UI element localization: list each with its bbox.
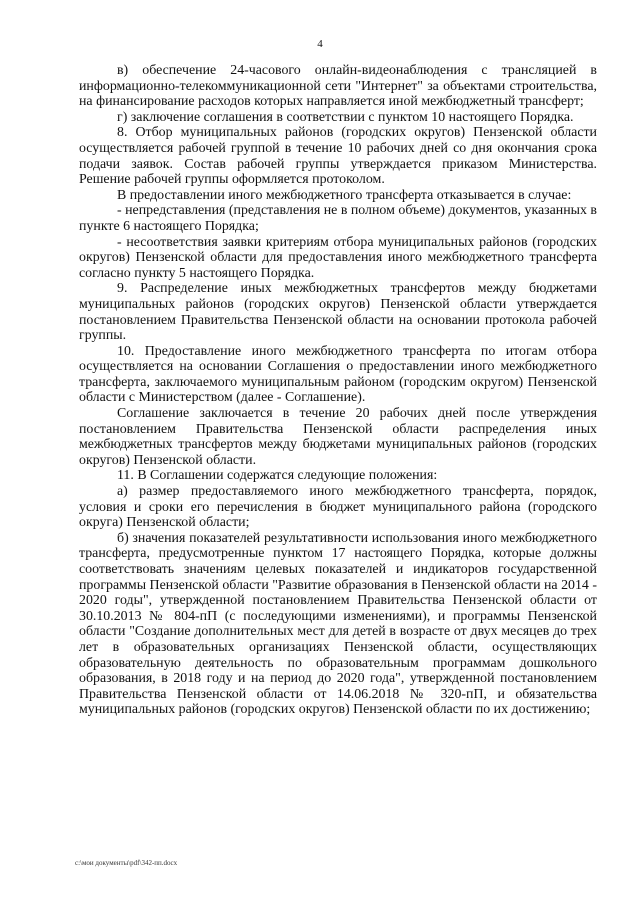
paragraph-g-agreement: г) заключение соглашения в соответствии с пунктом 10 настоящего Порядка. [117,109,574,125]
paragraph-refusal-intro: В предоставлении иного межбюджетного трансферта отказывается в случае: [117,187,572,203]
document-body [79,63,597,718]
paragraph-b-indicators: б) значения показателей результативности использования иного межбюджетного трансферта, предусмотренные пунктом 17 настоящего Порядка, которые должны соответствовать значениям целевых показателей и индикаторов государственной программы Пензенской области "Развитие образования в Пензенской области на 2014 - 2020 годы", утвержденной постановлением Правительства Пензенской области от 30.10.2013 № 804-пП (с последующими изменениями), и программы Пензенской области "Создание дополнительных мест для детей в возрасте от двух месяцев до трех лет в образовательных организациях Пензенской области, осуществляющих образовательную деятельность по образовательным программам дошкольного образования, в 2018 году и на период до 2020 года", утвержденной постановлением Правительства Пензенской области от 14.06.2018 № 320-пП, и обязательства муниципальных районов (городских округов) Пензенской области по их достижению; [79,530,597,718]
paragraph-11-provisions: 11. В Соглашении содержатся следующие положения: [117,468,438,484]
paragraph-8-selection: 8. Отбор муниципальных районов (городских округов) Пензенской области осуществляется рабочей группой в течение 10 рабочих дней со дня окончания срока подачи заявок. Состав рабочей группы утверждается приказом Министерства. Решение рабочей группы оформляется протоколом. [79,125,597,188]
paragraph-10-provision: 10. Предоставление иного межбюджетного трансферта по итогам отбора осуществляется на основании Соглашения о предоставлении иного межбюджетного трансферта, заключаемого муниципальным районом (городским округом) Пензенской области с Министерством (далее - Соглашение). [79,343,597,406]
paragraph-refusal-item-1: - непредставления (представления не в полном объеме) документов, указанных в пункте 6 настоящего Порядка; [79,203,597,234]
paragraph-refusal-item-2: - несоответствия заявки критериям отбора муниципальных районов (городских округов) Пензенской области для предоставления иного межбюджетного трансферта согласно пункту 5 настоящего Порядка. [79,234,597,281]
paragraph-agreement-term: Соглашение заключается в течение 20 рабочих дней после утверждения постановлением Правительства Пензенской области распределения иных межбюджетных трансфертов между бюджетами муниципальных районов (городских округов) Пензенской области. [79,406,597,468]
paragraph-9-distribution: 9. Распределение иных межбюджетных трансфертов между бюджетами муниципальных районов (городских округов) Пензенской области утверждается постановлением Правительства Пензенской области на основании протокола рабочей группы. [79,281,597,344]
paragraph-a-amount: а) размер предоставляемого иного межбюджетного трансферта, порядок, условия и сроки его перечисления в бюджет муниципального района (городского округа) Пензенской области; [79,484,597,531]
page-number: 4 [317,38,323,50]
file-path-footer: c:\мои документы\pdf\342-пп.docx [75,859,178,867]
paragraph-v-video-monitoring: в) обеспечение 24-часового онлайн-видеонаблюдения с трансляцией в информационно-телекоммуникационной сети "Интернет" за объектами строительства, на финансирование расходов которых направляется иной межбюджетный трансферт; [79,63,597,110]
